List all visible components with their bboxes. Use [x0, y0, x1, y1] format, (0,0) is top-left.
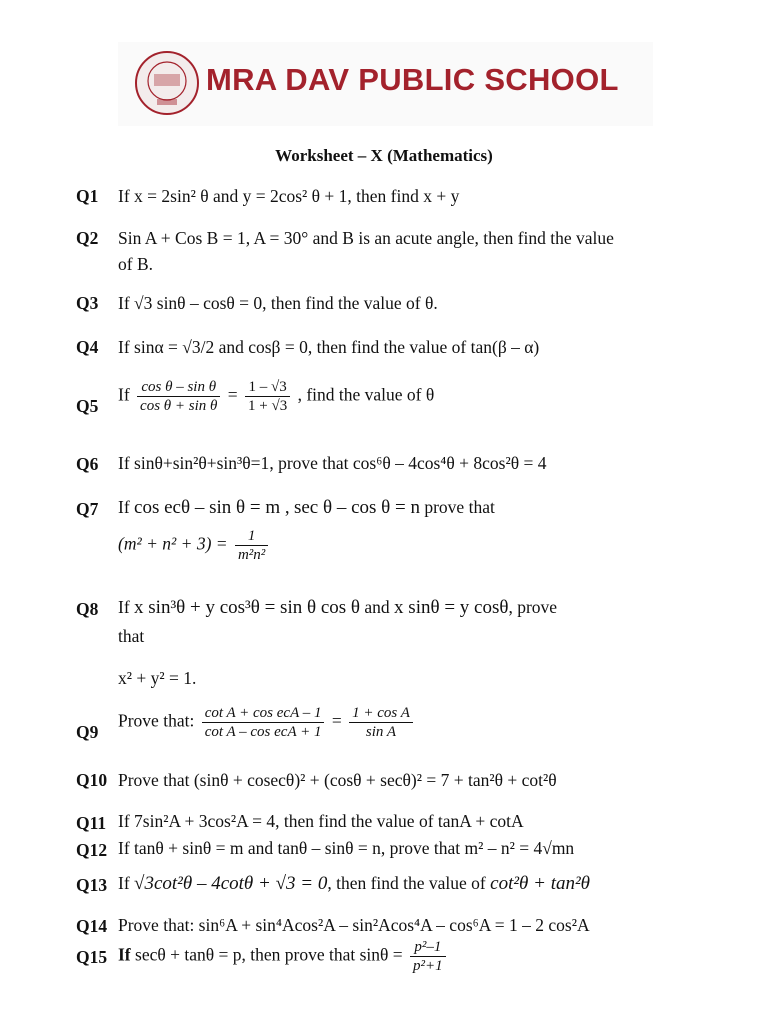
question-text: of B. [118, 254, 153, 274]
question-text: If x = 2sin² θ and y = 2cos² θ + 1, then find x + y [118, 186, 460, 206]
equation: cos⁶θ – 4cos⁴θ + 8cos²θ = 4 [352, 453, 547, 473]
question-number: Q6 [76, 454, 99, 474]
question-expression: If sinθ+sin²θ+sin³θ=1, prove that cos⁶θ – 4cos⁴θ + 8cos²θ = 4 [118, 453, 547, 473]
question-number: Q13 [76, 875, 108, 895]
question-expression: If $\frac{\text{cos θ – sin θ}}{\text{cos θ + sin θ}}$ = $\frac{1 - √3}{1 + √3}$ , find the value of θ [118, 379, 435, 414]
question-number: Q3 [76, 293, 99, 313]
question-number: Q1 [76, 186, 99, 206]
fraction: $\frac{1 - √3}{1 + √3}$ [245, 378, 290, 415]
question-number: Q9 [76, 722, 99, 742]
equation: (m² + n² + 3) = [118, 533, 228, 554]
question-text: If [118, 384, 130, 405]
fraction: $\frac{\text{1 + cos A}}{\text{sin A}}$ [349, 704, 413, 741]
equation: x sinθ = y cosθ [394, 597, 509, 618]
question-text: If sinα = √3/2 and cosβ = 0, then find the value of tan(β – α) [118, 337, 540, 357]
question-number: Q12 [76, 840, 108, 860]
equation: sec θ – cos θ = n [293, 497, 420, 518]
question-text: If √3 sinθ – cosθ = 0, then find the value of θ. [118, 293, 438, 313]
question-number: Q4 [76, 337, 99, 357]
fraction: $\frac{1}{\text{m²n²}}$ [235, 527, 268, 564]
question-expression: If √3cot²θ – 4cotθ + √3 = 0, then find the value of cot²θ + tan²θ [118, 873, 591, 894]
question-number: Q10 [76, 770, 108, 790]
equation: cot²θ + tan²θ [490, 873, 591, 894]
question-expression: If cos ecθ – sin θ = m , sec θ – cos θ = n prove that [118, 497, 495, 518]
question-text: If 7sin²A + 3cos²A = 4, then find the value of tanA + cotA [118, 811, 524, 831]
question-text: If tanθ + sinθ = m and tanθ – sinθ = n, prove that m² – n² = 4√mn [118, 838, 575, 858]
question-number: Q7 [76, 499, 99, 519]
school-logo-icon [130, 48, 204, 118]
question-text: that [118, 626, 145, 646]
question-expression: If x sin³θ + y cos³θ = sin θ cos θ and x sinθ = y cosθ, prove [118, 597, 558, 618]
question-text: , find the value of θ [297, 384, 435, 405]
question-text: Prove that: sin⁶A + sin⁴Acos²A – sin²Acos⁴A – cos⁶A = 1 – 2 cos²A [118, 915, 590, 935]
question-number: Q15 [76, 947, 108, 967]
worksheet-title: Worksheet – X (Mathematics) [275, 146, 493, 165]
school-name: MRA DAV PUBLIC SCHOOL [206, 62, 619, 97]
question-text: Sin A + Cos B = 1, A = 30° and B is an acute angle, then find the value [118, 228, 614, 248]
equation: sinθ+sin²θ+sin³θ=1 [134, 453, 270, 473]
equation: √3cot²θ – 4cotθ + √3 = 0 [134, 873, 328, 894]
question-number: Q2 [76, 228, 99, 248]
equation: x sin³θ + y cos³θ = sin θ cos θ [134, 597, 361, 618]
question-expression [118, 527, 271, 564]
fraction: $\frac{\text{cot A + cos ecA – 1}}{\text{cot A – cos ecA + 1}}$ [202, 704, 325, 741]
question-expression: If secθ + tanθ = p, then prove that sinθ = $\frac{\text{p²–1}}{\text{p²+1}}$ [118, 938, 449, 975]
question-number: Q14 [76, 916, 108, 936]
question-expression: Prove that: $\frac{\text{cot A + cos ecA – 1}}{\text{cot A – cos ecA + 1}}$ = $\frac{\text{1 + cos A}}{\text{sin A}}$ [118, 704, 416, 741]
question-number: Q5 [76, 396, 99, 416]
fraction: $\frac{\text{cos θ – sin θ}}{\text{cos θ + sin θ}}$ [137, 378, 220, 415]
question-text: Prove that (sinθ + cosecθ)² + (cosθ + secθ)² = 7 + tan²θ + cot²θ [118, 770, 557, 790]
fraction: $\frac{\text{p²–1}}{\text{p²+1}}$ [410, 938, 446, 975]
question-number: Q11 [76, 813, 107, 833]
question-number: Q8 [76, 599, 99, 619]
equation: cos ecθ – sin θ = m , [134, 497, 290, 518]
question-text: x² + y² = 1. [118, 668, 197, 688]
